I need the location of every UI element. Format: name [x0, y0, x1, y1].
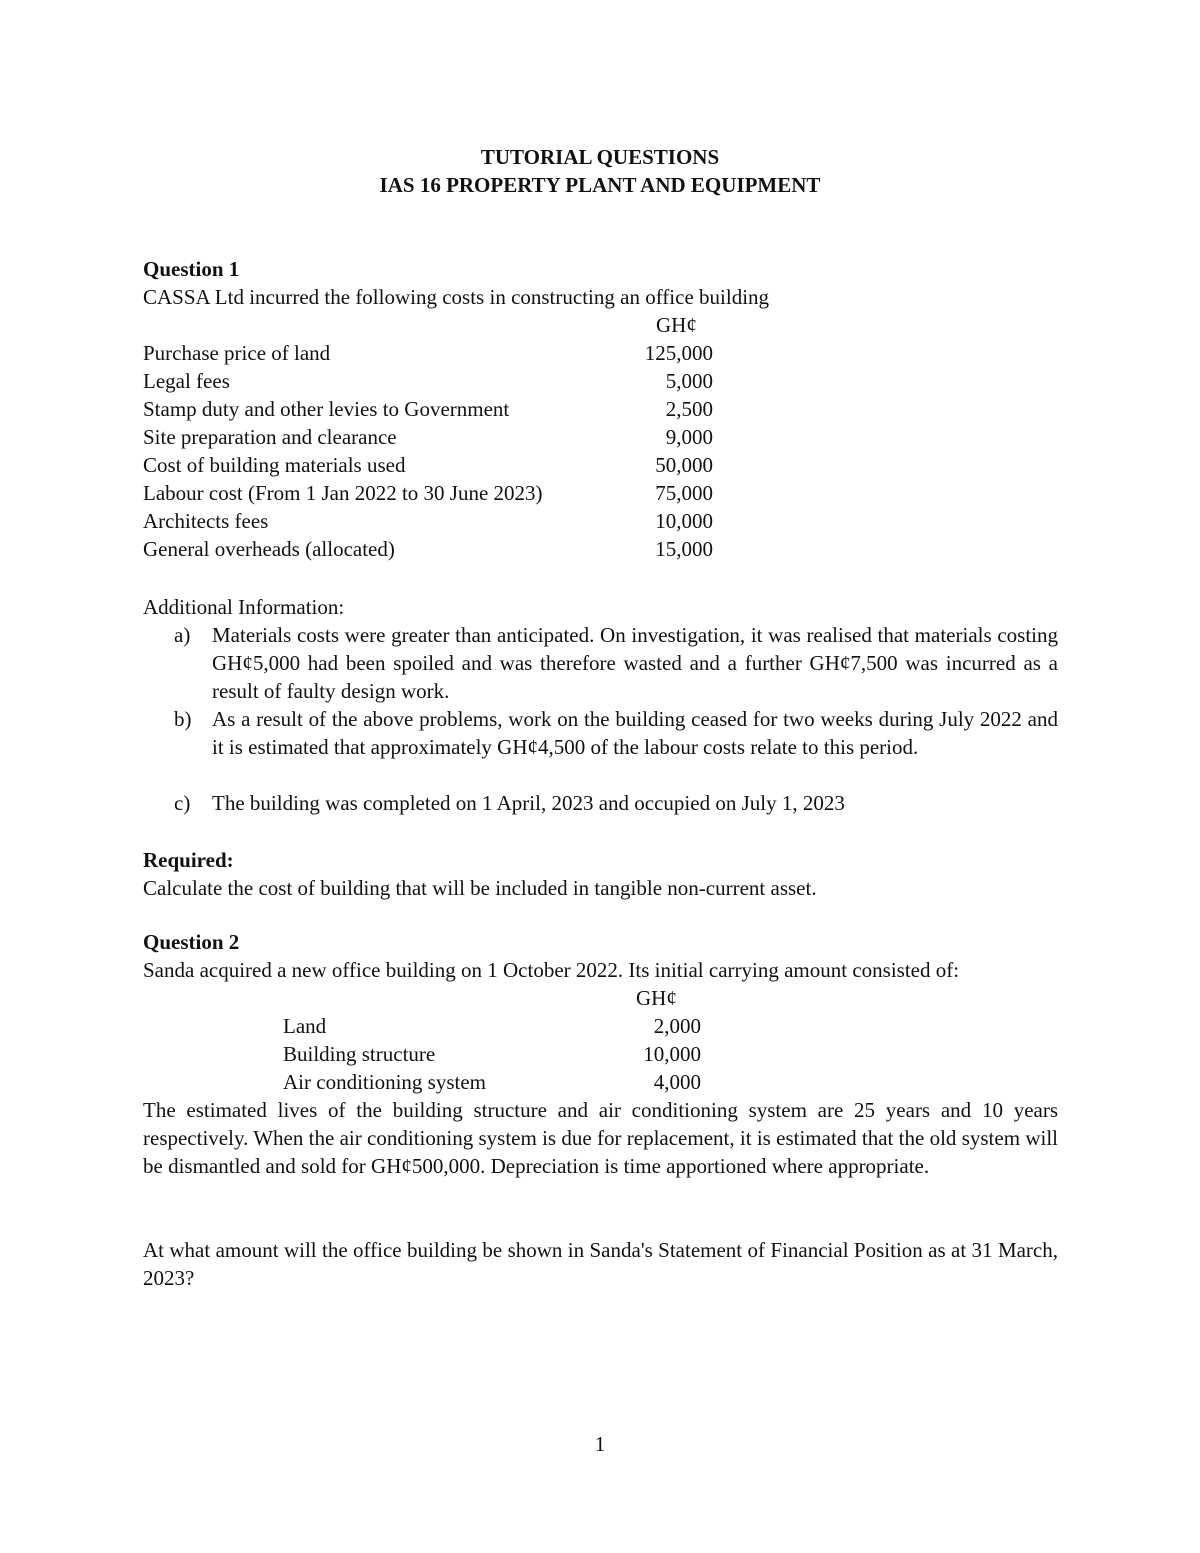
list-item: As a result of the above problems, work on the building ceased for two weeks during July 2022 and it is estimated that approximately GH¢4,500 of the labour costs relate to this period. [212, 707, 1058, 759]
required-heading: Required: [143, 848, 234, 872]
question-2-intro: Sanda acquired a new office building on 1 October 2022. Its initial carrying amount consisted of: [143, 958, 960, 982]
question-2-heading: Question 2 [143, 930, 240, 954]
item-label: Land [283, 1014, 327, 1038]
item-amount: 4,000 [653, 1070, 701, 1094]
question-2-paragraph-1: The estimated lives of the building structure and air conditioning system are 25 years and 10 years respectively. When the air conditioning system is due for replacement, it is estimated that the old system will be dismantled and sold for GH¢500,000. Depreciation is time apportioned where appropriate. [143, 1098, 1058, 1178]
cost-label: Purchase price of land [143, 341, 331, 365]
item-amount: 2,000 [653, 1014, 701, 1038]
item-label: Air conditioning system [283, 1070, 486, 1094]
question-1-currency-header: GH¢ [656, 313, 697, 337]
cost-amount: 15,000 [655, 537, 713, 561]
question-1-intro: CASSA Ltd incurred the following costs in constructing an office building [143, 285, 770, 309]
cost-label: Cost of building materials used [143, 453, 406, 477]
question-2-currency-header: GH¢ [636, 986, 677, 1010]
document-subtitle: IAS 16 PROPERTY PLANT AND EQUIPMENT [379, 173, 821, 197]
list-item: Materials costs were greater than anticipated. On investigation, it was realised that materials costing GH¢5,000 had been spoiled and was therefore wasted and a further GH¢7,500 was incurred as a result of faulty design work. [212, 623, 1058, 703]
list-item: The building was completed on 1 April, 2023 and occupied on July 1, 2023 [212, 791, 845, 815]
cost-amount: 50,000 [655, 453, 713, 477]
cost-amount: 10,000 [655, 509, 713, 533]
question-2-paragraph-2: At what amount will the office building be shown in Sanda's Statement of Financial Position as at 31 March, 2023? [143, 1238, 1058, 1290]
list-marker: c) [174, 791, 191, 815]
cost-label: Labour cost (From 1 Jan 2022 to 30 June 2023) [143, 481, 543, 505]
cost-label: Stamp duty and other levies to Government [143, 397, 510, 421]
cost-amount: 125,000 [644, 341, 713, 365]
cost-label: Site preparation and clearance [143, 425, 397, 449]
document-header [0, 143, 1200, 199]
item-label: Building structure [283, 1042, 436, 1066]
question-1-heading: Question 1 [143, 257, 240, 281]
cost-label: Architects fees [143, 509, 269, 533]
cost-amount: 5,000 [665, 369, 713, 393]
document-title: TUTORIAL QUESTIONS [480, 145, 720, 169]
item-amount: 10,000 [643, 1042, 701, 1066]
cost-amount: 9,000 [665, 425, 713, 449]
additional-info-heading: Additional Information: [143, 595, 345, 619]
cost-amount: 75,000 [655, 481, 713, 505]
page-number: 1 [594, 1432, 606, 1456]
cost-amount: 2,500 [665, 397, 713, 421]
required-text: Calculate the cost of building that will be included in tangible non-current asset. [143, 876, 817, 900]
cost-label: General overheads (allocated) [143, 537, 395, 561]
list-marker: b) [174, 707, 192, 731]
cost-label: Legal fees [143, 369, 230, 393]
list-marker: a) [174, 623, 191, 647]
